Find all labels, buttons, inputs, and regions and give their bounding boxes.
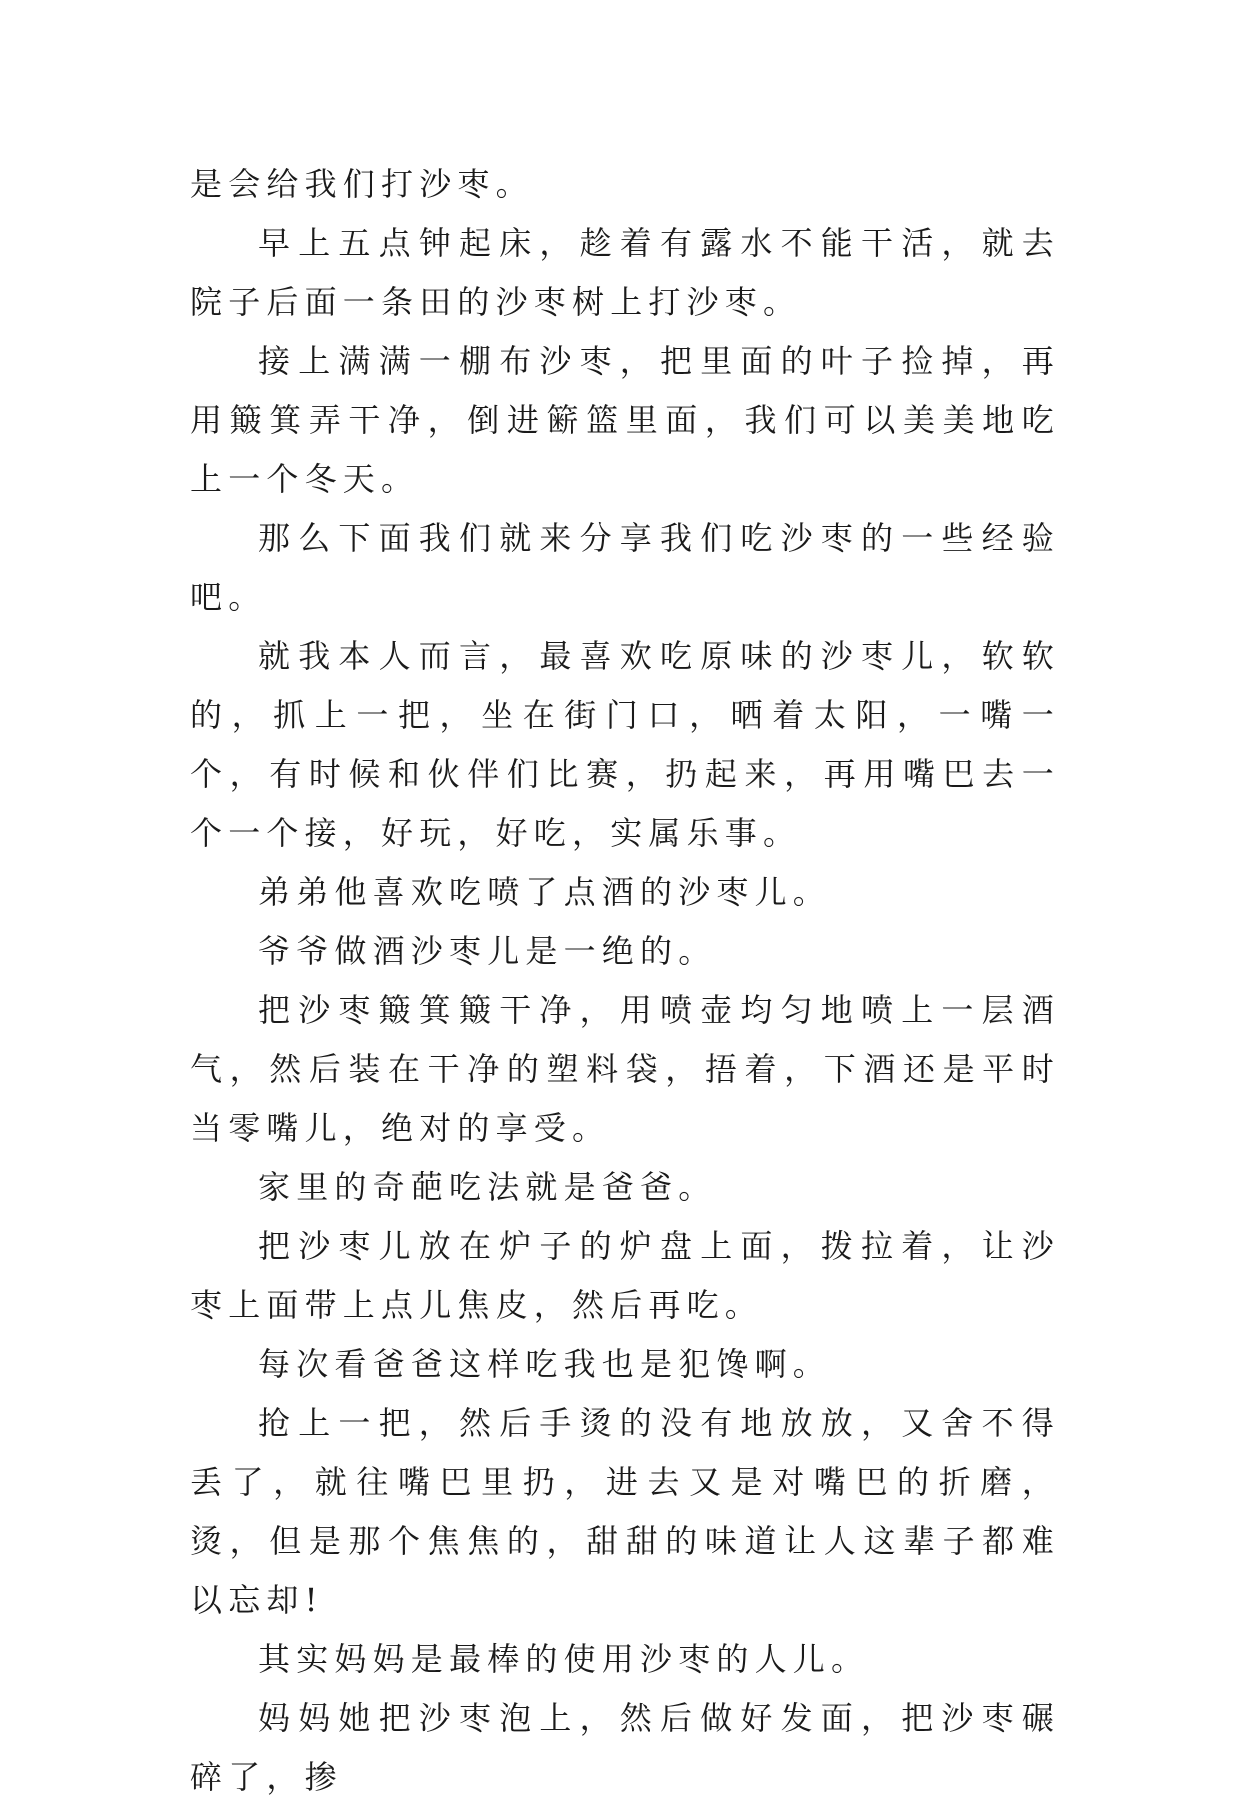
- paragraph: 早上五点钟起床，趁着有露水不能干活，就去院子后面一条田的沙枣树上打沙枣。: [190, 224, 1060, 321]
- paragraph: 家里的奇葩吃法就是爸爸。: [258, 1168, 717, 1206]
- paragraph: 是会给我们打沙枣。: [190, 165, 534, 203]
- paragraph: 每次看爸爸这样吃我也是犯馋啊。: [258, 1345, 832, 1383]
- paragraph: 把沙枣儿放在炉子的炉盘上面，拨拉着，让沙枣上面带上点儿焦皮，然后再吃。: [190, 1227, 1060, 1324]
- paragraph: 其实妈妈是最棒的使用沙枣的人儿。: [258, 1640, 870, 1678]
- paragraph: 接上满满一棚布沙枣，把里面的叶子捡掉，再用簸箕弄干净，倒进簖篮里面，我们可以美美地吃上一个冬天。: [190, 342, 1060, 498]
- body-text: [190, 155, 1060, 1807]
- paragraph: 就我本人而言，最喜欢吃原味的沙枣儿，软软的，抓上一把，坐在街门口，晒着太阳，一嘴一个，有时候和伙伴们比赛，扔起来，再用嘴巴去一个一个接，好玩，好吃，实属乐事。: [190, 637, 1060, 852]
- paragraph: 把沙枣簸箕簸干净，用喷壶均匀地喷上一层酒气，然后装在干净的塑料袋，捂着，下酒还是平时当零嘴儿，绝对的享受。: [190, 991, 1060, 1147]
- paragraph: 妈妈她把沙枣泡上，然后做好发面，把沙枣碾碎了，掺: [190, 1699, 1060, 1796]
- paragraph: 爷爷做酒沙枣儿是一绝的。: [258, 932, 717, 970]
- paragraph: 抢上一把，然后手烫的没有地放放，又舍不得丢了，就往嘴巴里扔，进去又是对嘴巴的折磨，烫，但是那个焦焦的，甜甜的味道让人这辈子都难以忘却!: [190, 1404, 1060, 1619]
- paragraph: 弟弟他喜欢吃喷了点酒的沙枣儿。: [258, 873, 832, 911]
- paragraph: 那么下面我们就来分享我们吃沙枣的一些经验吧。: [190, 519, 1060, 616]
